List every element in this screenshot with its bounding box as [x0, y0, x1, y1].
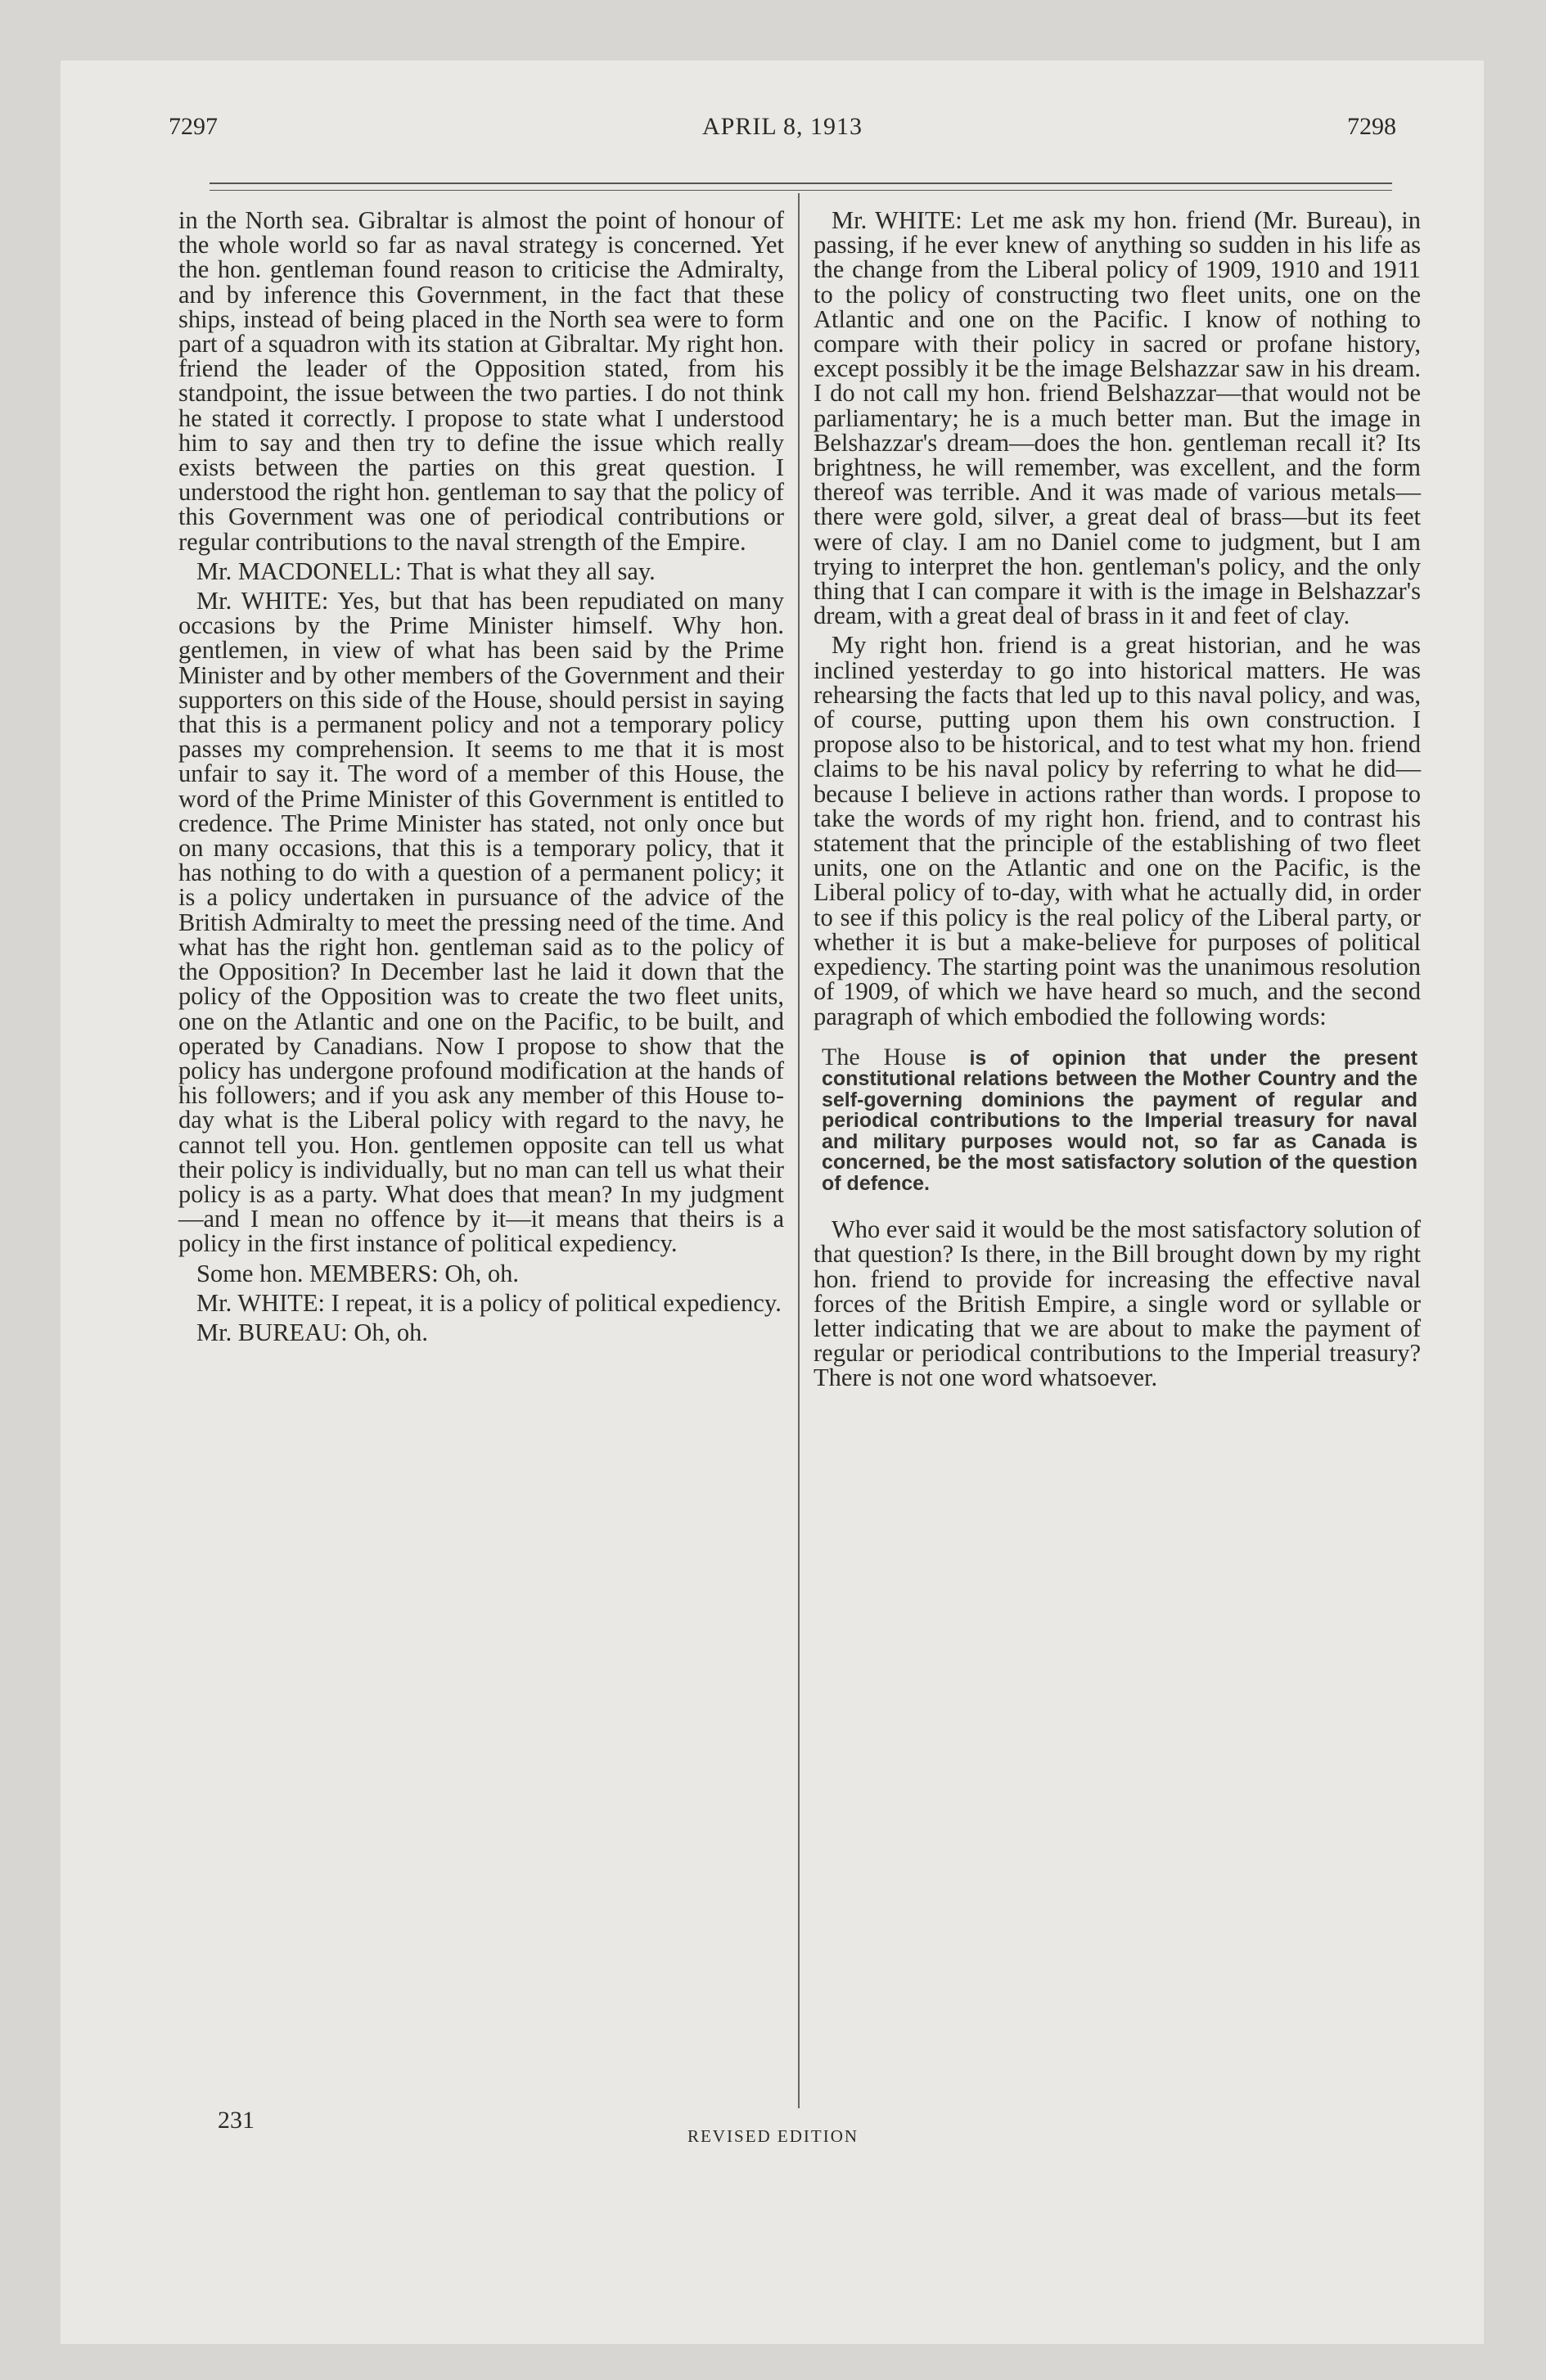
block-quote	[822, 1043, 1418, 1195]
footer-edition: REVISED EDITION	[687, 2126, 859, 2146]
right-column	[814, 208, 1421, 1395]
paragraph: Mr. WHITE: I repeat, it is a policy of political expediency.	[196, 1288, 782, 1317]
paragraph: Mr. MACDONELL: That is what they all say.	[196, 557, 656, 585]
quote-text: is of opinion that under the present constitutional relations between the Mother Country and the self-governing dominions the payment of regular and periodical contributions to the Imperial treasury for naval and military purposes would not, so far as Canada is concerned, be the most satisfactory solution of the question of defence.	[822, 1046, 1418, 1195]
left-column	[178, 208, 784, 1350]
paragraph: Mr. WHITE: Yes, but that has been repudiated on many occasions by the Prime Minister himself. Why hon. gentlemen, in view of what has been said by the Prime Minister and by other members of the Government and their supporters on this side of the House, should persist in saying that this is a permanent policy and not a temporary policy passes my comprehension. It seems to me that it is most unfair to say it. The word of a member of this House, the word of the Prime Minister of this Government is entitled to credence. The Prime Minister has stated, not only once but on many occasions, that this is a temporary policy, that it has nothing to do with a question of a permanent policy; it is a policy undertaken in pursuance of the advice of the British Admiralty to meet the pressing need of the time. And what has the right hon. gentleman said as to the policy of the Opposition? In December last he laid it down that the policy of the Opposition was to create the two fleet units, one on the Atlantic and one on the Pacific, to be built, and operated by Canadians. Now I propose to show that the policy has undergone profound modification at the hands of his followers; and if you ask any member of this House to-day what is the Liberal policy with regard to the navy, he cannot tell you. Hon. gentlemen opposite can tell us what their policy is individually, but no man can tell us what their policy is as a party. What does that mean? In my judgment—and I mean no offence by it—it means that theirs is a policy in the first instance of political expediency.	[178, 587, 784, 1258]
page-number-left: 7297	[169, 113, 218, 140]
signature-mark: 231	[218, 2107, 255, 2134]
paragraph: Who ever said it would be the most satisfactory solution of that question? Is there, in the Bill brought down by my right hon. friend to provide for increasing the effective naval forces of the British Empire, a single word or syllable or letter indicating that we are about to make the payment of regular or periodical contributions to the Imperial treasury? There is not one word whatsoever.	[814, 1215, 1421, 1392]
page-header	[169, 113, 1396, 146]
quote-lead: The House	[822, 1043, 947, 1071]
paragraph: Some hon. MEMBERS: Oh, oh.	[196, 1259, 519, 1287]
paragraph: My right hon. friend is a great historian, and he was inclined yesterday to go into historical matters. He was rehearsing the facts that led up to this naval policy, and was, of course, putting upon them his own construction. I propose also to be historical, and to test what my hon. friend claims to be his naval policy by referring to what he did—because I believe in actions rather than words. I propose to take the words of my right hon. friend, and to contrast his statement that the principle of the establishing of two fleet units, one on the Atlantic and one on the Pacific, is the Liberal policy of to-day, with what he actually did, in order to see if this policy is the real policy of the Liberal party, or whether it is but a make-believe for purposes of political expediency. The starting point was the unanimous resolution of 1909, of which we have heard so much, and the second paragraph of which embodied the following words:	[814, 631, 1421, 1030]
header-rule-bottom	[210, 190, 1392, 191]
paragraph: Mr. BUREAU: Oh, oh.	[196, 1318, 428, 1346]
column-divider	[798, 193, 800, 2108]
paragraph: Mr. WHITE: Let me ask my hon. friend (Mr. Bureau), in passing, if he ever knew of anything so sudden in his life as the change from the Liberal policy of 1909, 1910 and 1911 to the policy of constructing two fleet units, one on the Atlantic and one on the Pacific. I know of nothing to compare with their policy in sacred or profane history, except possibly it be the image Belshazzar saw in his dream. I do not call my hon. friend Belshazzar—that would not be parliamentary; he is a much better man. But the image in Belshazzar's dream—does the hon. gentleman recall it? Its brightness, he will remember, was excellent, and the form thereof was terrible. And it was made of various metals—there were gold, silver, a great deal of brass—but its feet were of clay. I am no Daniel come to judgment, but I am trying to interpret the hon. gentleman's policy, and the only thing that I can compare it with is the image in Belshazzar's dream, with a great deal of brass in it and feet of clay.	[814, 206, 1421, 630]
header-rule-top	[210, 183, 1392, 184]
header-date: APRIL 8, 1913	[701, 113, 863, 140]
page-number-right: 7298	[1347, 113, 1396, 140]
paragraph: in the North sea. Gibraltar is almost the point of honour of the whole world so far as naval strategy is concerned. Yet the hon. gentleman found reason to criticise the Admiralty, and by inference this Government, in the fact that these ships, instead of being placed in the North sea were to form part of a squadron with its station at Gibraltar. My right hon. friend the leader of the Opposition stated, from his standpoint, the issue between the two parties. I do not think he stated it correctly. I propose to state what I understood him to say and then try to define the issue which really exists between the parties on this great question. I understood the right hon. gentleman to say that the policy of this Government was one of periodical contributions or regular contributions to the naval strength of the Empire.	[178, 206, 784, 556]
